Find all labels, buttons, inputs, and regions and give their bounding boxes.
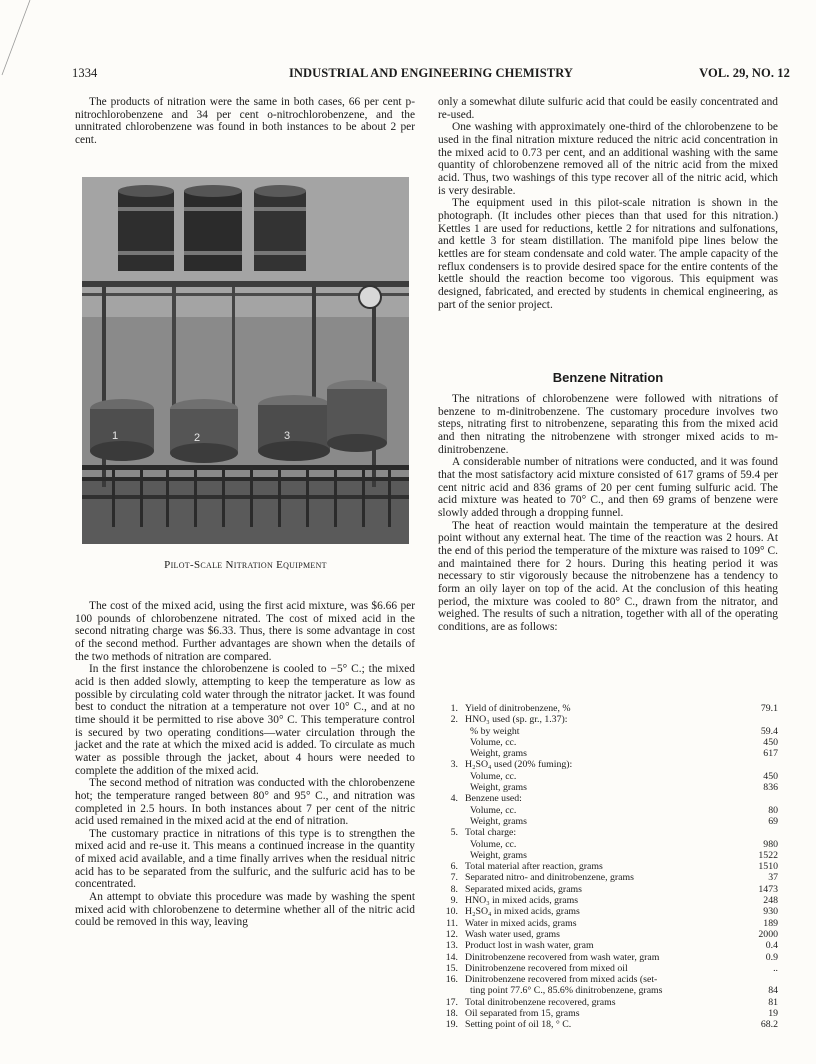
- result-label: Separated mixed acids, grams: [465, 883, 582, 895]
- result-row: [441, 1019, 778, 1030]
- result-value: 19: [768, 1008, 778, 1020]
- result-label: Dinitrobenzene recovered from wash water, gram: [465, 951, 660, 963]
- condenser-drum: [254, 185, 306, 271]
- paragraph: In the first instance the chlorobenzene is cooled to −5° C.; the mixed acid is then added slowly, attempting to keep the temperature as low as possible by circulating cold water through the nitrator jacket. It was found best to conduct the nitration at a temperature not over 10° C., and at no time should it be permitted to rise above 30° C. This temperature control is secured by two operating conditions—water circulation through the jacket and the rate at which the mixed acid is added. To circulate as much water as possible through the jacket, about 4 hours were needed to complete the addition of the mixed acid.: [75, 663, 415, 777]
- result-row: [441, 974, 778, 985]
- result-number: 6.: [450, 861, 458, 873]
- paragraph: The equipment used in this pilot-scale nitration is shown in the photograph. (It includes other pieces than that used for this nitration.) Kettles 1 are used for reductions, kettle 2 for nitrations and sulfonations, and kettle 3 for steam distillation. The manifold pipe lines below the kettles are for steam condensate and cold water. The ample capacity of the reflux condensers is to provide desired space for the entire contents of the kettle should the reaction become too vigorous. This equipment was designed, fabricated, and erected by students in chemical engineering, as part of the senior project.: [438, 197, 778, 311]
- result-label: HNO₃ used (sp. gr., 1.37):: [465, 714, 568, 726]
- result-row: [441, 1008, 778, 1019]
- result-number: 1.: [450, 703, 458, 714]
- result-label: Total dinitrobenzene recovered, grams: [465, 996, 616, 1008]
- result-label: Dinitrobenzene recovered from mixed acids (set-: [465, 974, 658, 986]
- result-value: 84: [768, 985, 778, 997]
- result-row: [441, 726, 778, 737]
- result-label: HNO₃ in mixed acids, grams: [465, 895, 579, 907]
- kettle-1: [327, 380, 387, 452]
- result-label: Weight, grams: [470, 748, 527, 760]
- result-label: Total charge:: [465, 827, 517, 839]
- result-label: Volume, cc.: [470, 804, 517, 816]
- result-number: 13.: [445, 940, 458, 952]
- kettle-label: 1: [112, 430, 119, 442]
- result-value: 80: [768, 804, 778, 816]
- scan-margin-line: [0, 0, 40, 80]
- result-row: [441, 816, 778, 827]
- result-row: [441, 850, 778, 861]
- section-heading: Benzene Nitration: [552, 370, 664, 385]
- result-label: Wash water used, grams: [465, 928, 560, 940]
- result-value: 450: [763, 770, 778, 782]
- result-row: [441, 940, 778, 951]
- result-label: Weight, grams: [470, 815, 527, 827]
- result-number: 9.: [450, 895, 458, 907]
- result-value: 0.4: [765, 940, 778, 952]
- kettle-2: [170, 399, 238, 463]
- result-row: [441, 771, 778, 782]
- result-label: % by weight: [470, 725, 520, 737]
- kettle-1: [90, 399, 154, 461]
- result-row: [441, 714, 778, 725]
- result-value: ..: [773, 962, 778, 974]
- result-label: Volume, cc.: [470, 770, 517, 782]
- result-value: 59.4: [760, 725, 778, 737]
- result-label: Weight, grams: [470, 782, 527, 794]
- result-number: 18.: [445, 1008, 458, 1020]
- result-row: [441, 906, 778, 917]
- left-column-top: [75, 96, 415, 147]
- result-value: 980: [763, 838, 778, 850]
- condenser-drum: [118, 185, 174, 271]
- result-label: H₂SO₄ used (20% fuming):: [465, 759, 573, 771]
- paragraph: The nitrations of chlorobenzene were followed with nitrations of benzene to m-dinitrobenzene. The customary procedure involves two steps, nitrating first to nitrobenzene, separating this from the mixed acid and then nitrating the nitrobenzene with stronger mixed acids to m-dinitrobenzene.: [438, 393, 778, 456]
- result-number: 15.: [445, 962, 458, 974]
- result-value: 37: [768, 872, 778, 884]
- result-label: Separated nitro- and dinitrobenzene, grams: [465, 872, 634, 884]
- result-label: Volume, cc.: [470, 838, 517, 850]
- kettle-label: 3: [284, 430, 291, 442]
- result-value: 69: [768, 815, 778, 827]
- paragraph: An attempt to obviate this procedure was made by washing the spent mixed acid with chlorobenzene to determine whether all of the nitric acid could be removed in this way, leaving: [75, 891, 415, 929]
- result-value: 836: [763, 782, 778, 794]
- results-list: [441, 703, 778, 1031]
- result-row: [441, 895, 778, 906]
- result-value: 79.1: [760, 703, 778, 714]
- result-value: 0.9: [765, 951, 778, 963]
- result-label: Oil separated from 15, grams: [465, 1008, 580, 1020]
- right-column-section: [438, 393, 778, 633]
- paragraph: only a somewhat dilute sulfuric acid that could be easily concentrated and re-used.: [438, 96, 778, 121]
- result-value: 189: [763, 917, 778, 929]
- result-value: 81: [768, 996, 778, 1008]
- result-row: [441, 782, 778, 793]
- result-label: Yield of dinitrobenzene, %: [465, 703, 571, 714]
- result-value: 248: [763, 895, 778, 907]
- result-label: Product lost in wash water, gram: [465, 940, 594, 952]
- equipment-photo: [82, 177, 409, 544]
- result-row: [441, 759, 778, 770]
- result-row: [441, 839, 778, 850]
- result-number: 8.: [450, 883, 458, 895]
- result-label: Benzene used:: [465, 793, 522, 805]
- result-number: 17.: [445, 996, 458, 1008]
- result-label: H₂SO₄ in mixed acids, grams: [465, 906, 580, 918]
- page-number: 1334: [72, 66, 98, 80]
- result-label: Setting point of oil 18, ° C.: [465, 1019, 572, 1031]
- result-value: 2000: [758, 928, 778, 940]
- paragraph: The cost of the mixed acid, using the first acid mixture, was $6.66 per 100 pounds of chlorobenzene nitrated. The cost of mixed acid in the second nitrating charge was $6.33. Thus, there is some advantage in cost of the second method. Further advantages are shown when the details of the two methods of nitration are compared.: [75, 600, 415, 663]
- paragraph: The customary practice in nitrations of this type is to strengthen the mixed acid and re-use it. This means a continued increase in the quantity of mixed acid available, and a time finally arrives when the residual nitric acid has to be separated from the sulfuric, and the sulfuric acid has to be concentrated.: [75, 827, 415, 891]
- result-row: [441, 985, 778, 996]
- result-row: [441, 929, 778, 940]
- result-number: 2.: [450, 714, 458, 726]
- result-row: [441, 827, 778, 838]
- result-row: [441, 872, 778, 883]
- result-row: [441, 805, 778, 816]
- kettle-label: 2: [194, 432, 201, 444]
- condenser-drum: [184, 185, 242, 271]
- result-row: [441, 963, 778, 974]
- result-value: 617: [763, 748, 778, 760]
- result-value: 1522: [758, 849, 778, 861]
- result-row: [441, 952, 778, 963]
- paragraph: The products of nitration were the same in both cases, 66 per cent p-nitrochlorobenzene and 34 per cent o-nitrochlorobenzene, and the unnitrated chlorobenzene was found in both instances to be about 2 per cent.: [75, 96, 415, 146]
- journal-title: INDUSTRIAL AND ENGINEERING CHEMISTRY: [288, 66, 574, 80]
- result-row: [441, 918, 778, 929]
- result-number: 14.: [445, 951, 458, 963]
- result-number: 4.: [450, 793, 458, 805]
- result-row: [441, 861, 778, 872]
- result-row: [441, 737, 778, 748]
- result-number: 19.: [445, 1019, 458, 1031]
- result-value: 1473: [758, 883, 778, 895]
- result-row: [441, 793, 778, 804]
- result-label: Total material after reaction, grams: [465, 861, 603, 873]
- result-number: 7.: [450, 872, 458, 884]
- caption-text: Pilot-Scale Nitration Equipment: [164, 559, 327, 571]
- result-value: 450: [763, 736, 778, 748]
- result-label: Water in mixed acids, grams: [465, 917, 577, 929]
- paragraph: One washing with approximately one-third of the chlorobenzene to be used in the final nitration mixture reduced the nitric acid concentration in the mixed acid to 0.73 per cent, and an additional washing with the same quantity of chlorobenzene removed all of the nitric acid from the mixed acid. Thus, two washings of this type recover all of the nitric acid, which is very desirable.: [438, 121, 778, 197]
- result-value: 930: [763, 906, 778, 918]
- result-row: [441, 997, 778, 1008]
- result-number: 5.: [450, 827, 458, 839]
- result-number: 3.: [450, 759, 458, 771]
- paragraph: The second method of nitration was conducted with the chlorobenzene hot; the temperature ranged between 80° and 95° C., and nitration was completed in 2.5 hours. In both instances about 7 per cent of the nitric acid used remained in the mixed acid at the end of nitration.: [75, 777, 415, 828]
- page-header: [72, 66, 790, 82]
- result-label: ting point 77.6° C., 85.6% dinitrobenzene, grams: [470, 985, 663, 997]
- left-column-bottom: [75, 600, 415, 929]
- result-row: [441, 884, 778, 895]
- paragraph: The heat of reaction would maintain the temperature at the desired point without any external heat. The time of the reaction was 2 hours. At the end of this period the temperature of the mixture was raised to 109° C. and maintained there for 2 hours. During this heating period it was necessary to stir vigorously because the nitrobenzene has a tendency to form an oily layer on top of the acid. At the conclusion of this heating period, the mixture was cooled to 80° C., drawn from the nitrator, and weighed. The results of such a nitration, together with all of the operating conditions, are as follows:: [438, 519, 778, 633]
- result-value: 68.2: [760, 1019, 778, 1031]
- volume-issue: VOL. 29, NO. 12: [699, 66, 790, 80]
- result-number: 10.: [445, 906, 458, 918]
- result-number: 11.: [446, 917, 458, 929]
- result-label: Weight, grams: [470, 849, 527, 861]
- result-value: 1510: [758, 861, 778, 873]
- kettle-3: [258, 395, 330, 461]
- result-number: 16.: [445, 974, 458, 986]
- paragraph: A considerable number of nitrations were conducted, and it was found that the most satisfactory acid mixture consisted of 617 grams of 59.4 per cent nitric acid and 836 grams of 20 per cent fuming sulfuric acid. The acid mixture was heated to 70° C., and then 69 grams of benzene were slowly added through a dropping funnel.: [438, 456, 778, 519]
- result-label: Volume, cc.: [470, 736, 517, 748]
- right-column-top: [438, 96, 778, 311]
- result-row: [441, 748, 778, 759]
- result-label: Dinitrobenzene recovered from mixed oil: [465, 962, 628, 974]
- result-number: 12.: [445, 928, 458, 940]
- result-row: [441, 703, 778, 714]
- photo-caption: [82, 559, 409, 571]
